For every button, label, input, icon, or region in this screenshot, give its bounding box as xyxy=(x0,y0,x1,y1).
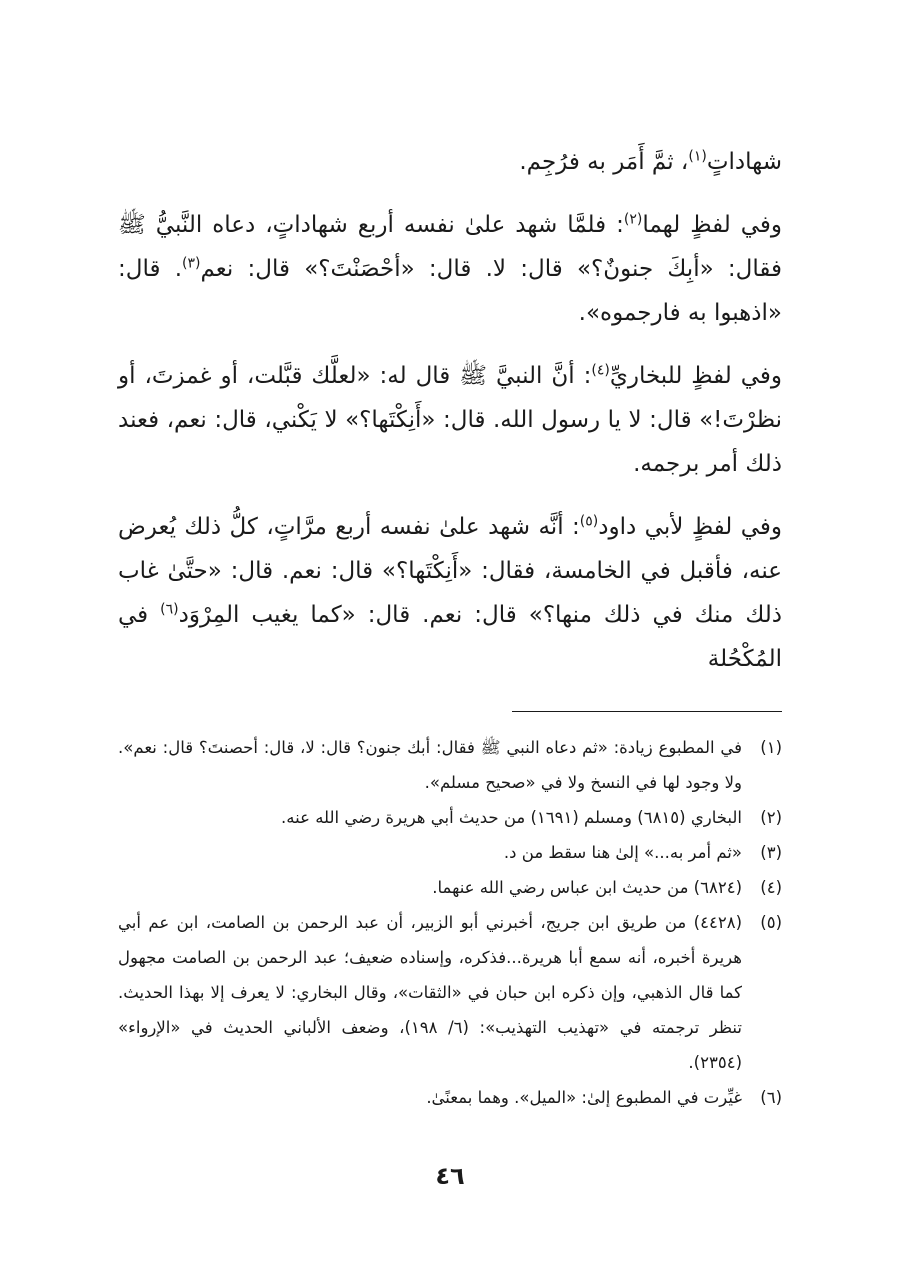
footnote-text: غيِّرت في المطبوع إلىٰ: «الميل». وهما بمعنًىٰ. xyxy=(426,1088,742,1107)
footnote-ref[interactable]: (١) xyxy=(688,148,707,165)
footnote-text: البخاري (٦٨١٥) ومسلم (١٦٩١) من حديث أبي هريرة رضي الله عنه. xyxy=(281,808,742,827)
footnote-number: (٤) xyxy=(760,878,782,897)
paragraph-text: في المُكْحُلة xyxy=(118,602,782,672)
main-text xyxy=(118,140,782,681)
footnote-ref[interactable]: (٦) xyxy=(160,601,179,618)
footnote-ref[interactable]: (٥) xyxy=(579,513,599,530)
footnote-item xyxy=(118,1080,782,1115)
footnote-divider xyxy=(512,711,782,712)
footnote-ref[interactable]: (٤) xyxy=(591,362,610,379)
paragraph-text: وفي لفظٍ لهما xyxy=(642,212,782,238)
footnote-number: (٣) xyxy=(760,843,782,862)
paragraph-text: وفي لفظٍ للبخاريِّ xyxy=(609,363,782,389)
footnote-number: (٢) xyxy=(760,808,782,827)
footnote-item xyxy=(118,870,782,905)
book-page xyxy=(118,140,782,1271)
paragraph-text: شهاداتٍ xyxy=(706,149,782,175)
paragraph-text: : فلمَّا شهد علىٰ نفسه أربع شهاداتٍ، دعاه النَّبيُّ ﷺ فقال: «أبِكَ جنونٌ؟» قال: لا. قال: «أحْصَنْتَ؟» قال: نعم xyxy=(118,212,782,282)
footnote-ref[interactable]: (٢) xyxy=(623,211,643,228)
footnotes xyxy=(118,730,782,1115)
paragraph-text: ، ثمَّ أَمَر به فرُجِم. xyxy=(519,149,689,175)
paragraph-3 xyxy=(118,354,782,486)
footnote-text: «ثم أمر به...» إلىٰ هنا سقط من د. xyxy=(503,843,742,862)
footnote-item xyxy=(118,730,782,800)
footnote-item xyxy=(118,905,782,1080)
footnote-ref[interactable]: (٣) xyxy=(182,255,201,272)
footnote-text: في المطبوع زيادة: «ثم دعاه النبي ﷺ فقال: أبك جنون؟ قال: لا، قال: أحصنتَ؟ قال: نعم». ولا وجود لها في النسخ ولا في «صحيح مسلم». xyxy=(118,738,742,792)
footnote-item xyxy=(118,800,782,835)
footnote-number: (١) xyxy=(760,738,782,757)
footnote-item xyxy=(118,835,782,870)
paragraph-text: وفي لفظٍ لأبي داود xyxy=(598,514,783,540)
page-number: ٤٦ xyxy=(435,1162,465,1190)
paragraph-1 xyxy=(118,140,782,184)
paragraph-text: . قال: «اذهبوا به فارجموه». xyxy=(118,256,782,326)
footnote-text: (٦٨٢٤) من حديث ابن عباس رضي الله عنهما. xyxy=(432,878,742,897)
paragraph-2 xyxy=(118,203,782,335)
paragraph-text: : أنَّ النبيَّ ﷺ قال له: «لعلَّك قبَّلت، أو غمزتَ، أو نظرْتَ!» قال: لا يا رسول الله. قال: «أَنِكْتَها؟» لا يَكْني، قال: نعم، فعند ذلك أمر برجمه. xyxy=(118,363,782,477)
paragraph-text: : أنَّه شهد علىٰ نفسه أربع مرَّاتٍ، كلُّ ذلك يُعرض عنه، فأقبل في الخامسة، فقال: «أَنِكْتَها؟» قال: نعم. قال: «حتَّىٰ غاب ذلك منك في ذلك منها؟» قال: نعم. قال: «كما يغيب المِرْوَد xyxy=(118,514,782,628)
footnote-number: (٥) xyxy=(760,913,782,932)
footnote-text: (٤٤٢٨) من طريق ابن جريج، أخبرني أبو الزبير، أن عبد الرحمن بن الصامت، ابن عم أبي هريرة أخبره، أنه سمع أبا هريرة...فذكره، وإسناده ضعيف؛ عبد الرحمن بن الصامت مجهول كما قال الذهبي، وإن ذكره ابن حبان في «الثقات»، وقال البخاري: لا يعرف إلا بهذا الحديث. تنظر ترجمته في «تهذيب التهذيب»: (٦/ ١٩٨)، وضعف الألباني الحديث في «الإرواء» (٢٣٥٤). xyxy=(118,913,743,1072)
footnote-number: (٦) xyxy=(760,1088,782,1107)
paragraph-4 xyxy=(118,505,782,681)
